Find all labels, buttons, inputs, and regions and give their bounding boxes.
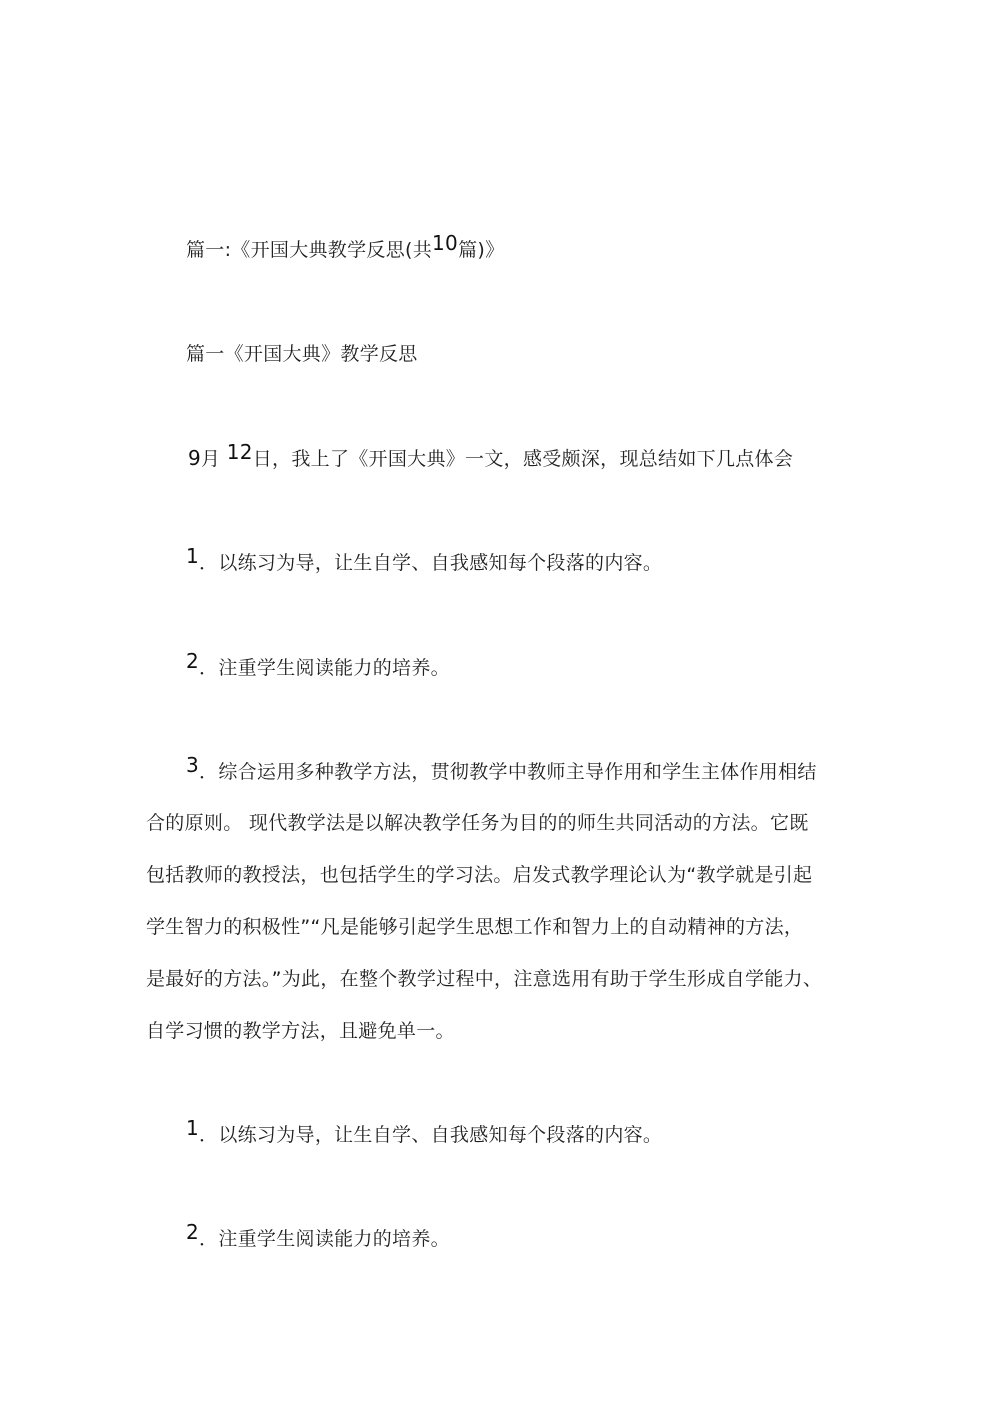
list-item [186,649,450,680]
intro-paragraph [188,440,794,471]
paragraph-line: 是最好的方法。”为此，在整个教学过程中，注意选用有助于学生形成自学能力、 [146,968,823,990]
intro-month-number: 9 [188,446,202,470]
intro-text: 日，我上了《开国大典》一文，感受颇深，现总结如下几点体会 [252,448,794,470]
heading-count: 10 [432,231,459,255]
paragraph-line: 自学习惯的教学方法，且避免单一。 [146,1020,455,1042]
intro-month-label: 月 [201,448,221,470]
list-item-text: ．以练习为导，让生自学、自我感知每个段落的内容。 [199,552,663,574]
list-item [186,544,663,575]
document-heading [186,231,505,262]
intro-day-number: 12 [226,440,253,464]
paragraph-line: 学生智力的积极性”“凡是能够引起学生思想工作和智力上的自动精神的方法， [146,916,804,938]
document-subheading: 篇一《开国大典》教学反思 [186,343,418,365]
paragraph-line: 合的原则。 现代教学法是以解决教学任务为目的的师生共同活动的方法。它既 [146,812,809,834]
list-item-number: 1 [186,1116,200,1140]
list-item-number: 1 [186,544,200,568]
list-item-text: ．以练习为导，让生自学、自我感知每个段落的内容。 [199,1124,663,1146]
list-item [186,1116,663,1147]
list-item-number: 2 [186,649,200,673]
heading-suffix: 篇)》 [458,239,505,261]
list-item-number: 2 [186,1220,200,1244]
list-item-text: ．注重学生阅读能力的培养。 [199,1228,450,1250]
heading-prefix: 篇一:《开国大典教学反思(共 [186,239,433,261]
list-item-3-first-line [186,753,817,784]
list-item [186,1220,450,1251]
list-item-text: ．注重学生阅读能力的培养。 [199,657,450,679]
list-item-text: ．综合运用多种教学方法，贯彻教学中教师主导作用和学生主体作用相结 [199,761,817,783]
paragraph-line: 包括教师的教授法，也包括学生的学习法。启发式教学理论认为“教学就是引起 [146,864,813,886]
list-item-number: 3 [186,753,200,777]
